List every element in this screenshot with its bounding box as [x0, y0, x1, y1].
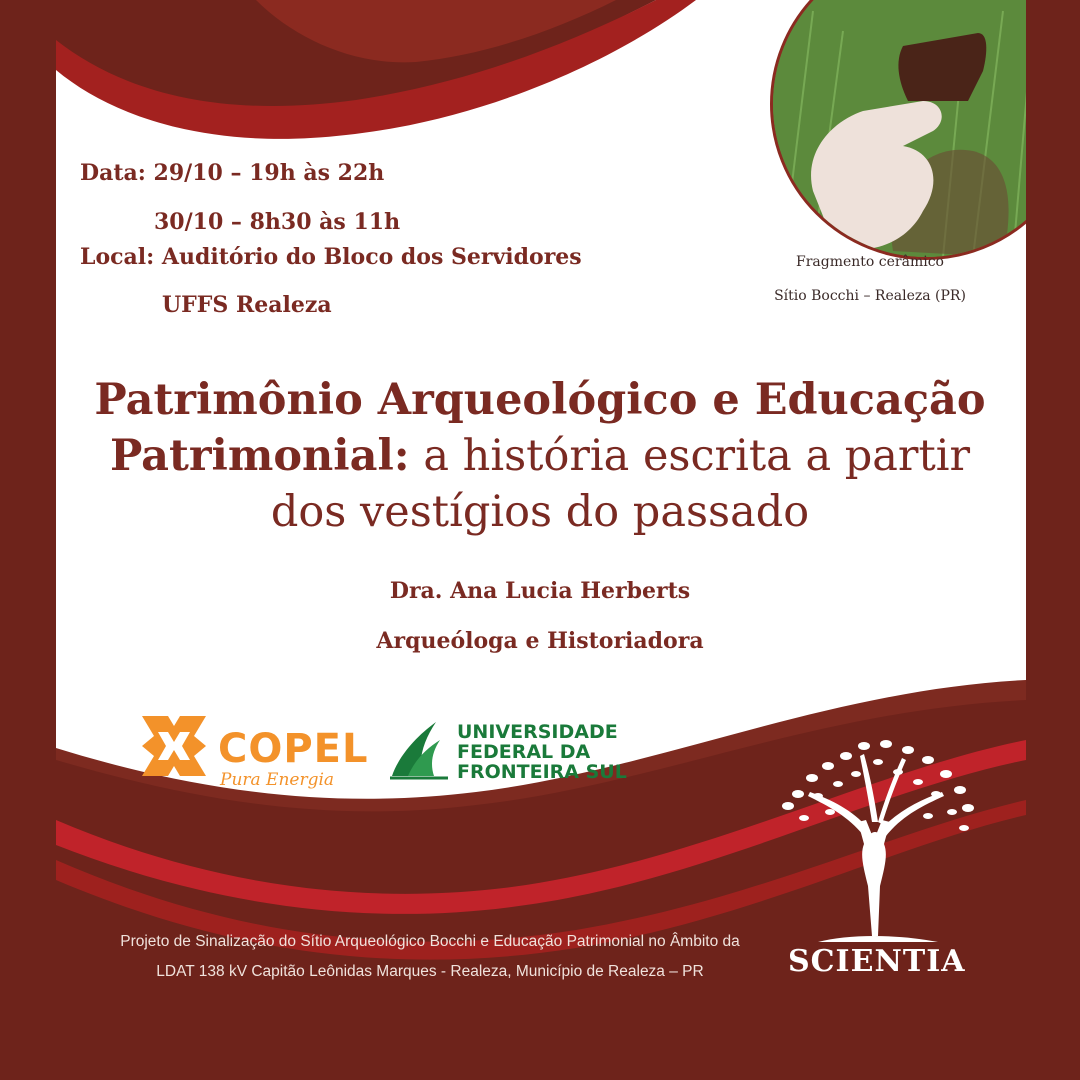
photo-caption-line1: Fragmento cerâmico: [796, 254, 944, 270]
uffs-line2: FEDERAL DA: [457, 741, 591, 763]
title-line2-rest: a história escrita a partir: [409, 431, 971, 481]
copel-tagline: Pura Energia: [220, 770, 335, 790]
event-date-line2: 30/10 – 8h30 às 11h: [154, 209, 401, 235]
uffs-logo-icon: [388, 718, 452, 782]
speaker-name: Dra. Ana Lucia Herberts: [389, 578, 691, 604]
photo-caption-line2: Sítio Bocchi – Realeza (PR): [774, 288, 966, 304]
title-line1: Patrimônio Arqueológico e Educação: [94, 375, 986, 425]
uffs-line3: FRONTEIRA SUL: [457, 761, 627, 783]
event-title: [60, 372, 1020, 540]
scientia-tree-icon: [768, 736, 988, 946]
footer-line2: LDAT 138 kV Capitão Leônidas Marques - Realeza, Município de Realeza – PR: [156, 963, 704, 980]
event-date-line1: Data: 29/10 – 19h às 22h: [80, 160, 385, 186]
uffs-line1: UNIVERSIDADE: [457, 721, 618, 743]
speaker-role: Arqueóloga e Historiadora: [376, 628, 704, 654]
footer-line1: Projeto de Sinalização do Sítio Arqueológico Bocchi e Educação Patrimonial no Âmbito da: [120, 933, 740, 950]
title-line3: dos vestígios do passado: [270, 487, 810, 537]
scientia-logo-text: SCIENTIA: [788, 944, 966, 979]
event-location-line2: UFFS Realeza: [162, 292, 332, 318]
uffs-logo-text: [457, 722, 627, 782]
title-line2-bold: Patrimonial:: [109, 431, 410, 481]
copel-logo-icon: [140, 714, 208, 778]
event-location-line1: Local: Auditório do Bloco dos Servidores: [80, 244, 582, 270]
copel-logo-text: COPEL: [218, 726, 369, 772]
